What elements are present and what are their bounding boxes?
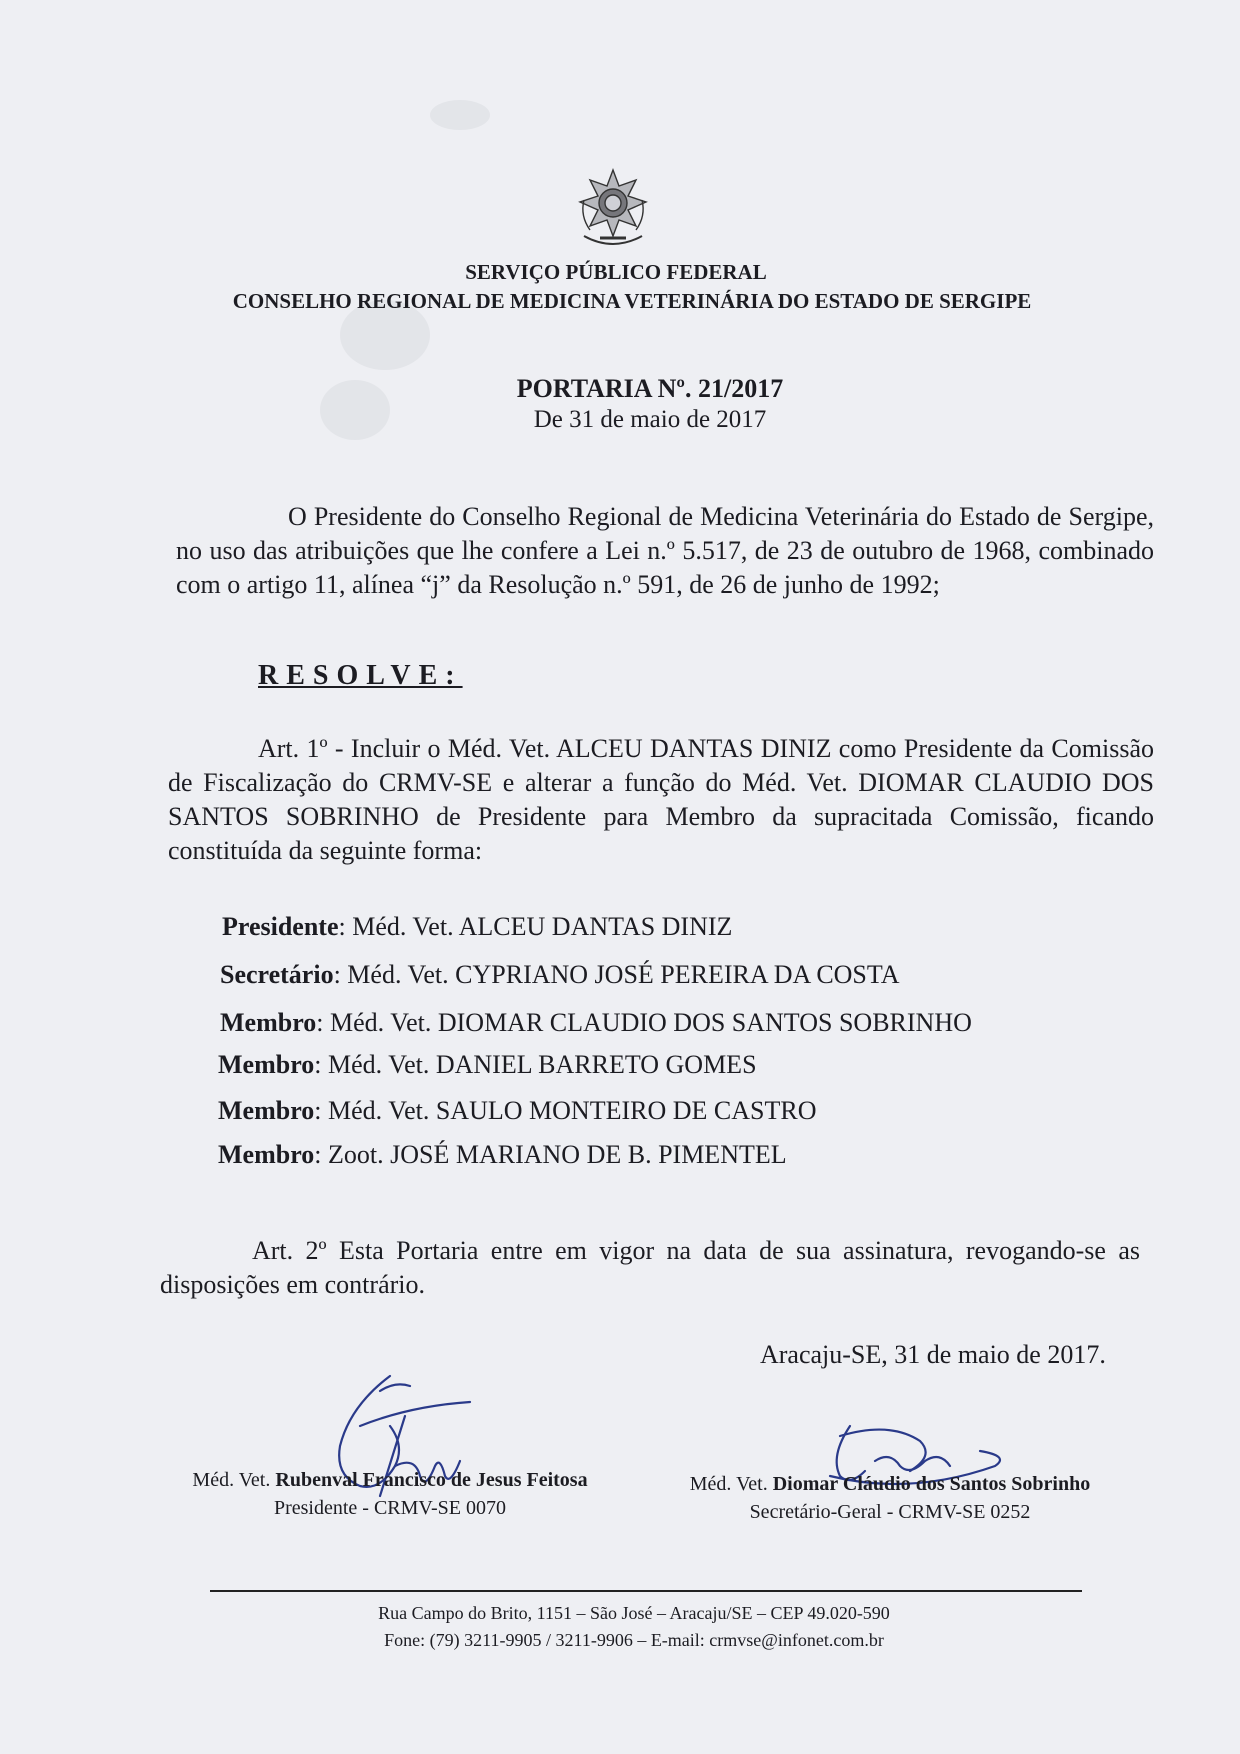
- signatory-name-line: [640, 1470, 1140, 1498]
- intro-paragraph: O Presidente do Conselho Regional de Medicina Veterinária do Estado de Sergipe, no uso das atribuições que lhe confere a Lei n.º 5.517, de 23 de outubro de 1968, combinado com o artigo 11, alínea “j” da Resolução n.º 591, de 26 de junho de 1992;: [176, 502, 1154, 599]
- signature-block-secretary: [640, 1470, 1140, 1526]
- signature-block-president: [150, 1466, 630, 1522]
- signatory-prefix: Méd. Vet.: [192, 1469, 276, 1491]
- signatory-name: Diomar Cláudio dos Santos Sobrinho: [772, 1473, 1091, 1495]
- article-2: Art. 2º Esta Portaria entre em vigor na data de sua assinatura, revogando-se as disposições em contrário.: [160, 1236, 1140, 1299]
- member-row: [218, 1050, 757, 1080]
- header-line-1: SERVIÇO PÚBLICO FEDERAL: [465, 260, 767, 284]
- member-row: [218, 1140, 787, 1170]
- member-name: : Méd. Vet. SAULO MONTEIRO DE CASTRO: [314, 1096, 817, 1125]
- member-row: [222, 912, 732, 942]
- signatory-title: Secretário-Geral - CRMV-SE 0252: [749, 1501, 1031, 1523]
- member-name: : Zoot. JOSÉ MARIANO DE B. PIMENTEL: [314, 1140, 787, 1169]
- member-role: Membro: [218, 1140, 315, 1169]
- member-row: [218, 1096, 816, 1126]
- member-role: Membro: [218, 1096, 315, 1125]
- resolve-heading: RESOLVE:: [258, 660, 463, 691]
- signatory-name-line: [150, 1466, 630, 1494]
- member-name: : Méd. Vet. ALCEU DANTAS DINIZ: [338, 912, 733, 941]
- header-line-2: CONSELHO REGIONAL DE MEDICINA VETERINÁRIA DO ESTADO DE SERGIPE: [232, 289, 1032, 313]
- footer-divider: [210, 1590, 1082, 1592]
- member-row: [220, 1008, 972, 1038]
- footer-address: Rua Campo do Brito, 1151 – São José – Aracaju/SE – CEP 49.020-590: [378, 1603, 890, 1623]
- portaria-date: De 31 de maio de 2017: [533, 406, 767, 433]
- signatory-name: Rubenval Francisco de Jesus Feitosa: [275, 1469, 588, 1491]
- portaria-title: PORTARIA Nº. 21/2017: [516, 374, 784, 403]
- article-1: Art. 1º - Incluir o Méd. Vet. ALCEU DANTAS DINIZ como Presidente da Comissão de Fiscalização do CRMV-SE e alterar a função do Méd. Vet. DIOMAR CLAUDIO DOS SANTOS SOBRINHO de Presidente para Membro da supracitada Comissão, ficando constituída da seguinte forma:: [168, 734, 1154, 865]
- member-role: Membro: [218, 1050, 315, 1079]
- place-date: Aracaju-SE, 31 de maio de 2017.: [760, 1340, 1106, 1369]
- footer-contact: Fone: (79) 3211-9905 / 3211-9906 – E-mail: crmvse@infonet.com.br: [384, 1630, 884, 1650]
- member-role: Secretário: [220, 960, 334, 989]
- member-name: : Méd. Vet. DANIEL BARRETO GOMES: [314, 1050, 757, 1079]
- signatory-prefix: Méd. Vet.: [689, 1473, 773, 1495]
- member-name: : Méd. Vet. DIOMAR CLAUDIO DOS SANTOS SOBRINHO: [316, 1008, 972, 1037]
- member-name: : Méd. Vet. CYPRIANO JOSÉ PEREIRA DA COSTA: [333, 960, 900, 989]
- member-role: Membro: [220, 1008, 317, 1037]
- member-role: Presidente: [222, 912, 339, 941]
- member-row: [220, 960, 899, 990]
- scan-smudge: [430, 100, 490, 130]
- brazil-coat-of-arms-icon: [570, 166, 656, 252]
- signatory-title: Presidente - CRMV-SE 0070: [273, 1497, 507, 1519]
